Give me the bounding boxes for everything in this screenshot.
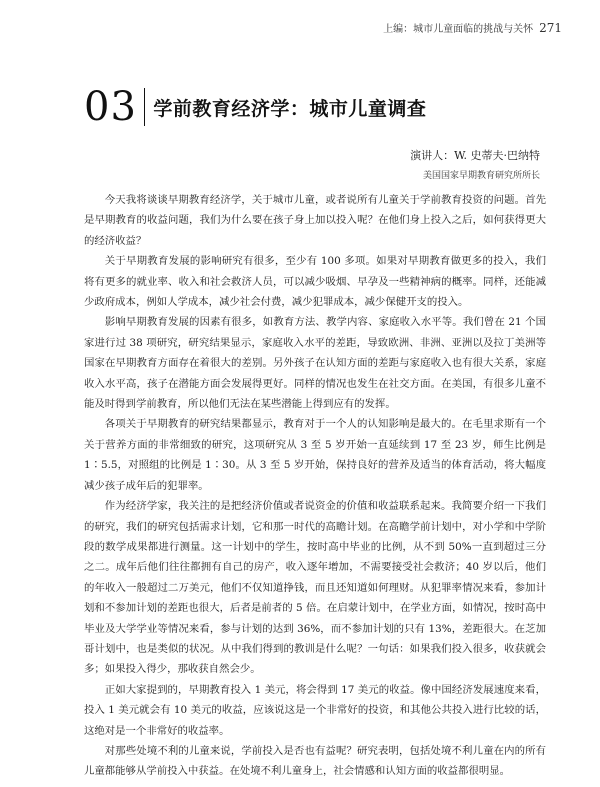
chapter-number: 03 bbox=[84, 84, 137, 130]
paragraph: 影响早期教育发展的因素有很多，如教育方法、教学内容、家庭收入水平等。我们曾在 21 个国家进行过 38 项研究，研究结果显示，家庭收入水平的差距，导致欧洲、非洲、亚洲以及拉丁美洲等国家在早期教育方面存在着很大的差别。另外孩子在认知方面的差距与家庭收入也有很大关系，家庭收入水平高，孩子在潜能方面会发展得更好。同样的情况也发生在社交方面。在美国，有很多儿童不能及时得到学前教育，所以他们无法在某些潜能上得到应有的发挥。 bbox=[84, 316, 546, 411]
paragraph: 关于早期教育发展的影响研究有很多，至少有 100 多项。如果对早期教育做更多的投入，我们将有更多的就业率、收入和社会救济人员，可以减少吸烟、早孕及一些精神病的概率。同样，还能减少政府成本，例如人学成本，减少社会付费，减少犯罪成本，减少保健开支的投入。 bbox=[84, 255, 546, 309]
paragraph: 今天我将谈谈早期教育经济学，关于城市儿童，或者说所有儿童关于学前教育投资的问题。首先是早期教育的收益问题，我们为什么要在孩子身上加以投入呢？在他们身上投入之后，如何获得更大的经济收益？ bbox=[84, 194, 546, 247]
speaker-affiliation: 美国国家早期教育研究所所长 bbox=[422, 171, 540, 181]
paragraph: 作为经济学家，我关注的是把经济价值或者说资金的价值和收益联系起来。我简要介绍一下我们的研究，我们的研究包括需求计划，它和那一时代的高瞻计划。在高瞻学前计划中，对小学和中学阶段的数学成果都进行测量。这一计划中的学生，按时高中毕业的比例，从不到 50%一直到超过三分之二。成年后他们往往都拥有自己的房产，收入逐年增加，不需要接受社会救济；40 岁以后，他们的年收入一般超过二万美元，他们不仅知道挣钱，而且还知道如何理财。从犯罪率情况来看，参加计划和不参加计划的差距也很大，后者是前者的 5 倍。在启蒙计划中，在学业方面，如情况，按时高中毕业及大学学业等情况来看，参与计划的达到 36%，而不参加计划的只有 13%，差距很大。在芝加哥计划中，也是类似的状况。从中我们得到的教训是什么呢？一句话：如果我们投入很多，收获就会多；如果投入得少，那收获自然会少。 bbox=[84, 500, 546, 676]
chapter-heading bbox=[84, 86, 426, 128]
chapter-title: 学前教育经济学：城市儿童调查 bbox=[153, 97, 427, 120]
running-head bbox=[383, 20, 562, 35]
chapter-divider bbox=[144, 88, 146, 126]
page-number: 271 bbox=[539, 21, 562, 35]
paragraph: 对那些处境不利的儿童来说，学前投入是否也有益呢？研究表明，包括处境不利儿童在内的所有儿童都能够从学前投入中获益。在处境不利儿童身上，社会情感和认知方面的收益都很明显。 bbox=[84, 744, 546, 778]
body-text bbox=[84, 190, 546, 782]
speaker-line: 演讲人：W. 史蒂夫·巴纳特 bbox=[410, 149, 540, 162]
paragraph: 正如大家提到的，早期教育投入 1 美元，将会得到 17 美元的收益。像中国经济发展速度来看，投入 1 美元就会有 10 美元的收益，应该说这是一个非常好的投资，和其他公共投入进行比较的话，这绝对是一个非常好的收益率。 bbox=[84, 683, 546, 737]
paragraph: 各项关于早期教育的研究结果都显示，教育对于一个人的认知影响是最大的。在毛里求斯有一个关于营养方面的非常细致的研究，这项研究从 3 至 5 岁开始一直延续到 17 至 23 岁，师生比例是 1∶5.5，对照组的比例是 1∶30。从 3 至 5 岁开始，保持良好的营养及适当的体育活动，将大幅度减少孩子成年后的犯罪率。 bbox=[84, 418, 546, 492]
running-head-title: 上编：城市儿童面临的挑战与关怀 bbox=[383, 24, 534, 35]
